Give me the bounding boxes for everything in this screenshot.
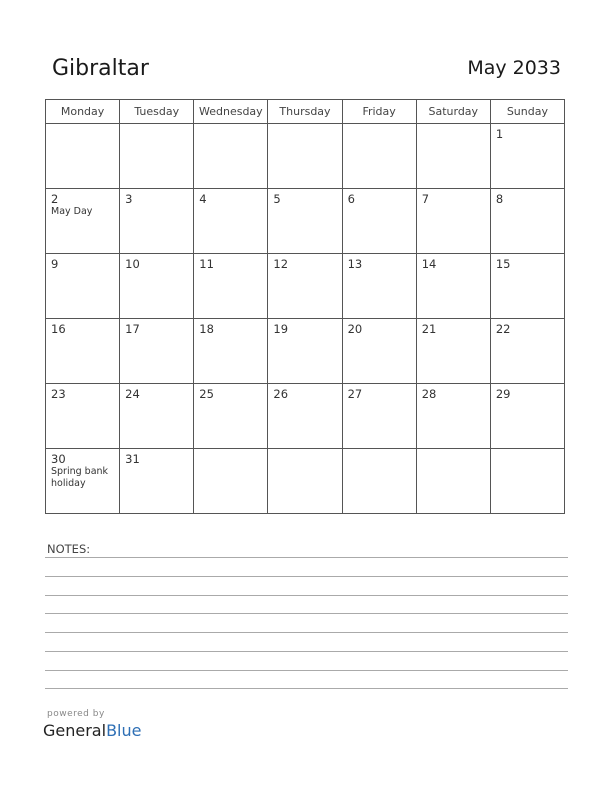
notes-line [45, 557, 568, 558]
calendar-day-cell [194, 124, 268, 189]
weekday-monday: Monday [46, 100, 120, 124]
day-number [194, 124, 267, 127]
calendar-day-cell [490, 319, 564, 384]
calendar-day-cell [194, 254, 268, 319]
day-number: 13 [347, 257, 363, 271]
day-number: 21 [421, 322, 437, 336]
day-number [268, 124, 341, 127]
day-number [491, 449, 564, 452]
calendar-day-cell [416, 319, 490, 384]
calendar-day-cell [120, 384, 194, 449]
day-number: 2 [51, 192, 59, 206]
day-number: 28 [421, 387, 437, 401]
calendar-day-cell [194, 384, 268, 449]
brand-blue: Blue [106, 721, 142, 740]
day-number: 12 [273, 257, 289, 271]
day-number: 8 [495, 192, 504, 206]
day-number [120, 124, 193, 127]
calendar-day-cell [490, 449, 564, 514]
calendar-week-row [46, 254, 565, 319]
calendar-week-row [46, 319, 565, 384]
notes-line [45, 613, 568, 614]
day-number [343, 124, 416, 127]
calendar-day-cell [120, 449, 194, 514]
day-number [343, 449, 416, 452]
day-number: 18 [199, 322, 214, 336]
notes-line [45, 595, 568, 596]
calendar-day-cell [46, 384, 120, 449]
day-number: 3 [125, 192, 133, 206]
calendar-day-cell [490, 124, 564, 189]
day-number: 30 [51, 452, 66, 466]
calendar-day-cell [416, 254, 490, 319]
calendar-week-row [46, 189, 565, 254]
calendar-day-cell [194, 189, 268, 254]
calendar-week-row [46, 124, 565, 189]
weekday-header-row [46, 100, 565, 124]
calendar-day-cell [268, 384, 342, 449]
day-number: 23 [51, 387, 66, 401]
day-number: 29 [495, 387, 511, 401]
calendar-week-row [46, 384, 565, 449]
day-number [268, 449, 341, 452]
day-number: 16 [51, 322, 66, 336]
day-number: 14 [421, 257, 437, 271]
calendar-day-cell [342, 449, 416, 514]
day-number: 10 [125, 257, 140, 271]
brand-general: General [43, 721, 107, 740]
day-number: 6 [347, 192, 355, 206]
calendar-day-cell [342, 384, 416, 449]
calendar-day-cell [342, 319, 416, 384]
weekday-thursday: Thursday [268, 100, 342, 124]
calendar-day-cell [268, 449, 342, 514]
calendar-day-cell [120, 254, 194, 319]
notes-line [45, 576, 568, 577]
day-number: 27 [347, 387, 363, 401]
calendar-day-cell [120, 319, 194, 384]
day-number: 9 [51, 257, 59, 271]
calendar-day-cell [490, 384, 564, 449]
brand-logo[interactable] [43, 721, 141, 740]
day-number: 20 [347, 322, 363, 336]
calendar-day-cell [416, 449, 490, 514]
calendar-day-cell [268, 189, 342, 254]
notes-line [45, 651, 568, 652]
notes-label: NOTES: [47, 542, 91, 556]
day-number: 25 [199, 387, 214, 401]
day-number [417, 124, 490, 127]
day-number: 5 [273, 192, 281, 206]
calendar-day-cell [268, 319, 342, 384]
day-number: 17 [125, 322, 140, 336]
day-number: 26 [273, 387, 289, 401]
calendar-day-cell [342, 254, 416, 319]
calendar-day-cell [194, 319, 268, 384]
day-number [194, 449, 267, 452]
day-number: 15 [495, 257, 511, 271]
calendar-day-cell [194, 449, 268, 514]
notes-line [45, 688, 568, 689]
holiday-label: May Day [51, 206, 93, 217]
calendar-day-cell [490, 189, 564, 254]
calendar-day-cell [416, 124, 490, 189]
calendar-day-cell [490, 254, 564, 319]
calendar-day-cell [268, 124, 342, 189]
calendar-day-cell [342, 124, 416, 189]
calendar-day-cell [342, 189, 416, 254]
calendar-day-cell [46, 189, 120, 254]
day-number [417, 449, 490, 452]
calendar-day-cell [268, 254, 342, 319]
calendar-day-cell [46, 449, 120, 514]
powered-by-text: powered by [47, 709, 105, 719]
notes-line [45, 632, 568, 633]
weekday-friday: Friday [342, 100, 416, 124]
notes-line [45, 670, 568, 671]
calendar-day-cell [46, 319, 120, 384]
day-number: 1 [495, 127, 504, 141]
day-number: 24 [125, 387, 140, 401]
weekday-tuesday: Tuesday [120, 100, 194, 124]
weekday-sunday: Sunday [490, 100, 564, 124]
day-number: 19 [273, 322, 289, 336]
calendar-grid [45, 99, 565, 514]
calendar-week-row [46, 449, 565, 514]
calendar-day-cell [120, 189, 194, 254]
weekday-saturday: Saturday [416, 100, 490, 124]
month-year-title: May 2033 [467, 57, 561, 79]
day-number: 31 [125, 452, 140, 466]
calendar-day-cell [120, 124, 194, 189]
holiday-label: Spring bank holiday [51, 466, 109, 489]
calendar-day-cell [46, 124, 120, 189]
day-number: 11 [199, 257, 214, 271]
day-number: 4 [199, 192, 207, 206]
day-number [46, 124, 119, 127]
calendar-day-cell [416, 384, 490, 449]
calendar-day-cell [416, 189, 490, 254]
weekday-wednesday: Wednesday [194, 100, 268, 124]
day-number: 22 [495, 322, 511, 336]
day-number: 7 [421, 192, 430, 206]
calendar-day-cell [46, 254, 120, 319]
country-title: Gibraltar [52, 56, 149, 81]
